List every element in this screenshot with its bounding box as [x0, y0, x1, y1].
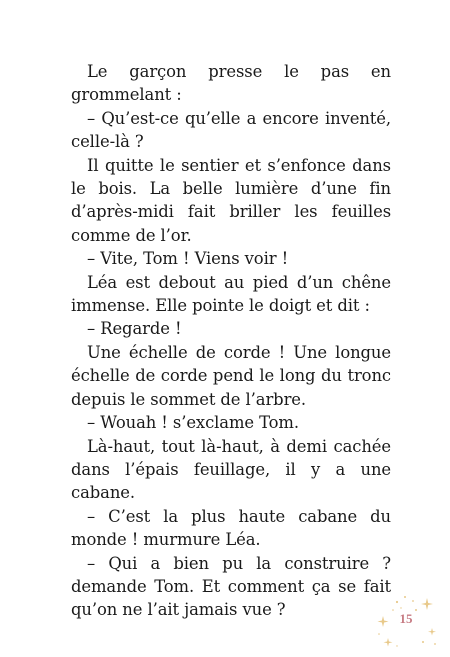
- paragraph-6: – Regarde !: [87, 319, 182, 339]
- paragraph-5: Léa est debout au pied d’un chêne immense. Elle pointe le doigt et dit :: [71, 272, 391, 316]
- paragraph-9: Là-haut, tout là-haut, à demi cachée dans l’épais feuillage, il y a une cabane.: [71, 436, 391, 503]
- paragraph-1: Le garçon presse le pas en grommelant :: [71, 62, 391, 105]
- paragraph-2: – Qu’est-ce qu’elle a encore inventé, celle-là ?: [71, 108, 391, 152]
- paragraph-8: – Wouah ! s’exclame Tom.: [87, 413, 299, 433]
- paragraph-3: Il quitte le sentier et s’enfonce dans le bois. La belle lumière d’une fin d’après-midi fait briller les feuilles comme de l’or.: [71, 155, 391, 245]
- page-body: [71, 60, 391, 622]
- paragraph-4: – Vite, Tom ! Viens voir !: [87, 249, 289, 269]
- paragraph-10: – C’est la plus haute cabane du monde ! murmure Léa.: [71, 506, 391, 550]
- paragraph-7: Une échelle de corde ! Une longue échelle de corde pend le long du tronc depuis le sommet de l’arbre.: [71, 342, 391, 409]
- paragraph-11: – Qui a bien pu la construire ? demande Tom. Et comment ça se fait qu’on ne l’ait jamais vue ?: [71, 553, 391, 620]
- page-number: 15: [399, 611, 413, 626]
